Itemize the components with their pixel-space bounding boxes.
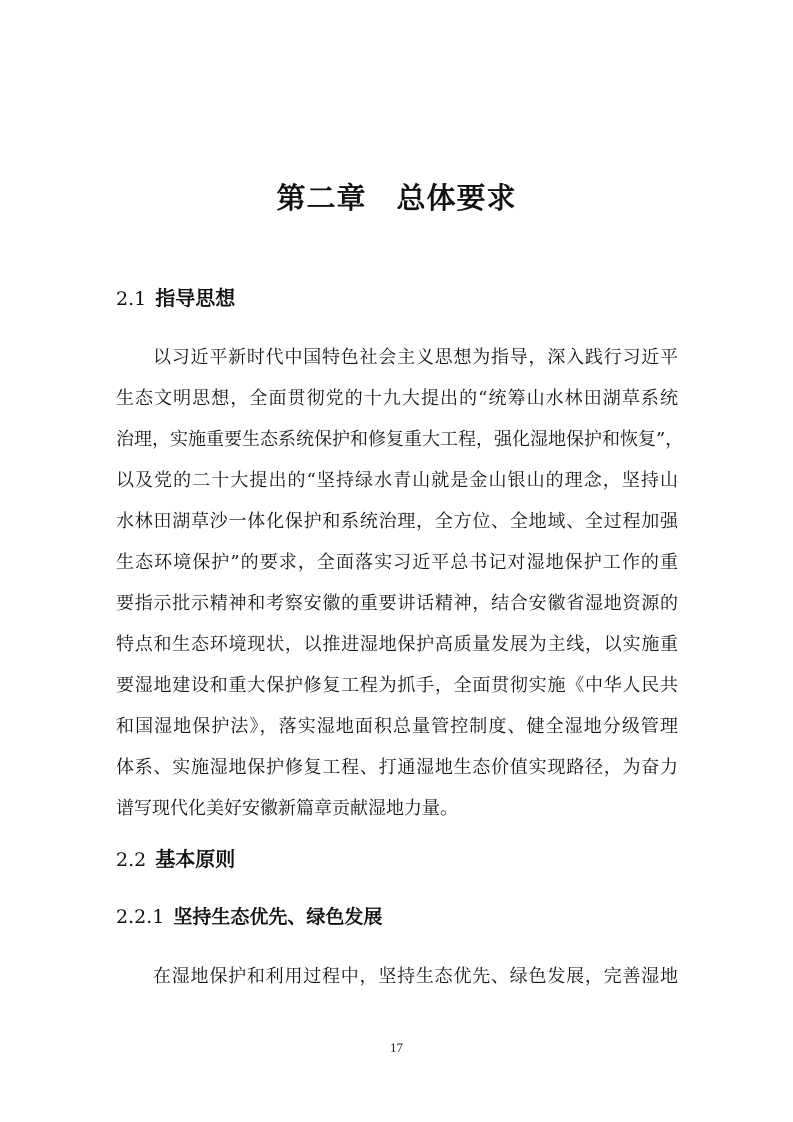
section-title: 基本原则 bbox=[155, 847, 236, 871]
paragraph-line: 谱写现代化美好安徽新篇章贡献湿地力量。 bbox=[116, 798, 458, 819]
paragraph-line: 要指示批示精神和考察安徽的重要讲话精神，结合安徽省湿地资源的 bbox=[116, 593, 678, 614]
paragraph-line: 以习近平新时代中国特色社会主义思想为指导，深入践行习近平 bbox=[153, 347, 678, 368]
paragraph-line: 水林田湖草沙一体化保护和系统治理，全方位、全地域、全过程加强 bbox=[116, 511, 678, 532]
paragraph-line: 体系、实施湿地保护修复工程、打通湿地生态价值实现路径，为奋力 bbox=[116, 757, 678, 778]
paragraph-line: 要湿地建设和重大保护修复工程为抓手，全面贯彻实施《中华人民共 bbox=[116, 675, 678, 696]
paragraph-ecological-priority bbox=[116, 956, 678, 997]
subsection-heading-2-2-1 bbox=[116, 902, 382, 929]
paragraph-line: 生态文明思想，全面贯彻党的十九大提出的“统筹山水林田湖草系统 bbox=[116, 388, 678, 409]
section-title: 指导思想 bbox=[155, 286, 236, 310]
subsection-number: 2.2.1 bbox=[116, 906, 165, 928]
section-number: 2.2 bbox=[116, 849, 147, 871]
paragraph-line: 以及党的二十大提出的“坚持绿水青山就是金山银山的理念，坚持山 bbox=[116, 470, 678, 491]
paragraph-guiding-thought bbox=[116, 337, 684, 829]
paragraph-line: 生态环境保护”的要求，全面落实习近平总书记对湿地保护工作的重 bbox=[116, 552, 678, 573]
paragraph-line: 特点和生态环境现状，以推进湿地保护高质量发展为主线，以实施重 bbox=[116, 634, 678, 655]
paragraph-line: 和国湿地保护法》，落实湿地面积总量管控制度、健全湿地分级管理 bbox=[116, 716, 678, 737]
paragraph-line: 治理，实施重要生态系统保护和修复重大工程，强化湿地保护和恢复”， bbox=[116, 429, 684, 450]
section-heading-2-2 bbox=[116, 843, 235, 872]
page-number: 17 bbox=[390, 1040, 403, 1055]
subsection-title: 坚持生态优先、绿色发展 bbox=[173, 906, 383, 928]
section-heading-2-1 bbox=[116, 282, 235, 311]
section-number: 2.1 bbox=[116, 288, 147, 310]
chapter-title: 第二章 总体要求 bbox=[276, 181, 517, 215]
paragraph-line: 在湿地保护和利用过程中，坚持生态优先、绿色发展，完善湿地 bbox=[153, 966, 678, 987]
